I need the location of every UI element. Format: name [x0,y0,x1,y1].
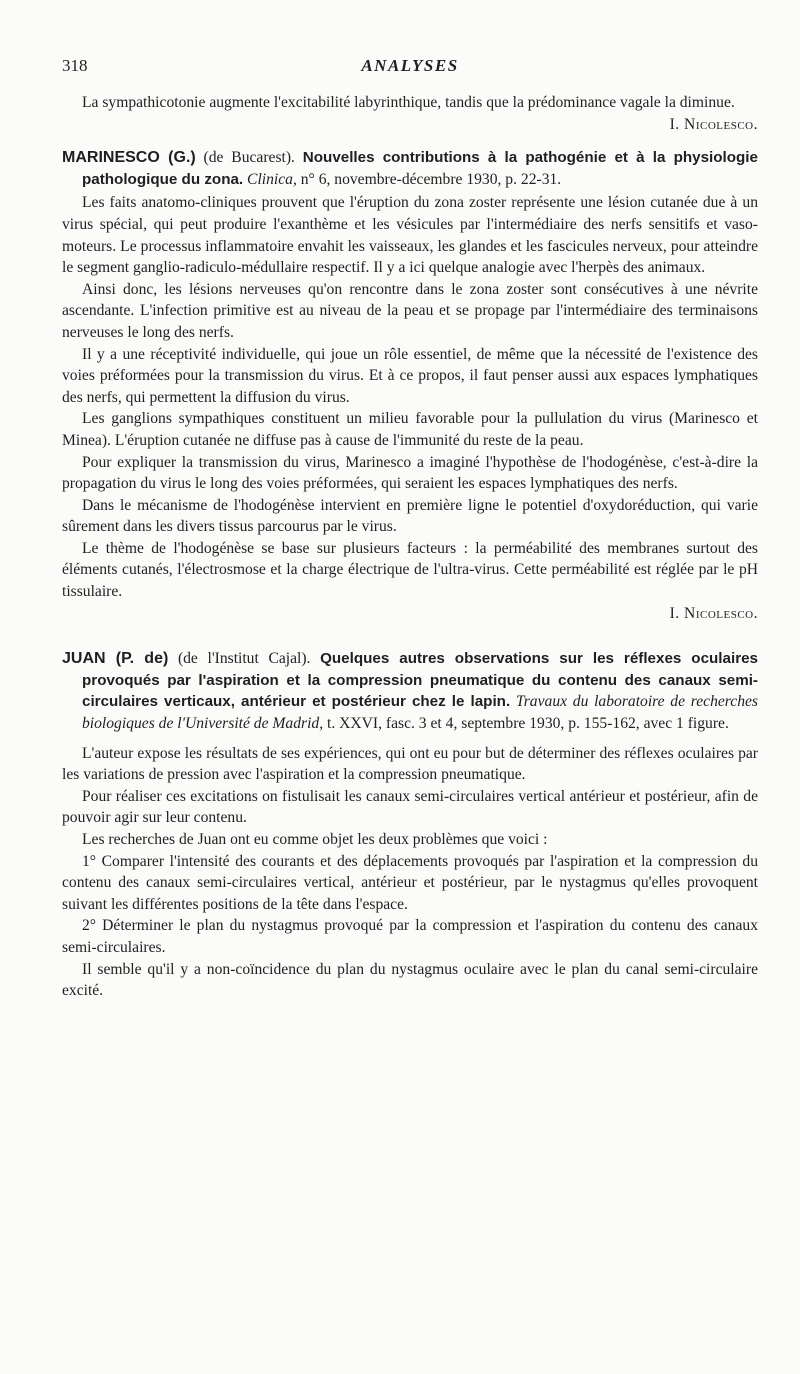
paragraph: L'auteur expose les résultats de ses expériences, qui ont eu pour but de déterminer des réflexes oculaires par les variations de pression avec l'aspiration et la compression pneumatique. [62,744,758,784]
paragraph: Les faits anatomo-cliniques prouvent que l'éruption du zona zoster représente une lésion cutanée due à un virus spécial, qui peut produire l'exanthème et les vésicules par l'intermédiaire des nerfs sensitifs et vaso-moteurs. Le processus inflammatoire envahit les vaisseaux, les glandes et les fascicules nerveux, pour atteindre le segment ganglio-radiculo-médullaire respectif. Il y a ici quelque analogie avec l'herpès des animaux. [62,194,758,277]
page-number: 318 [62,56,88,75]
prev-entry-signature: I. Nicolesco. [669,115,758,133]
paragraph: Les ganglions sympathiques constituent un milieu favorable pour la pullulation du virus (Marinesco et Minea). L'éruption cutanée ne diffuse pas à cause de l'immunité du reste de la peau. [62,410,758,449]
paragraph: Dans le mécanisme de l'hodogénèse intervient en première ligne le potentiel d'oxydoréduction, qui varie sûrement dans les divers tissus parcourus par le virus. [62,496,758,536]
entry-body-marinesco [62,192,758,624]
paragraph: Il semble qu'il y a non-coïncidence du plan du nystagmus oculaire avec le plan du canal semi-circulaire excité. [62,960,758,1000]
entry-reference: n° 6, novembre-décembre 1930, p. 22-31. [296,170,562,188]
entry-reference: t. XXVI, fasc. 3 et 4, septembre 1930, p. 155-162, avec 1 figure. [323,715,729,733]
page-body [62,92,758,1002]
entry-journal: Clinica, [247,170,297,188]
entry-author: MARINESCO (G.) [62,149,196,167]
paragraph: 1° Comparer l'intensité des courants et des déplacements provoqués par l'aspiration et la compression du contenu des canaux semi-circulaires vertical, antérieur et postérieur, par le nystagmus qu'elles provoquent suivant les différentes positions de la tête dans l'espace. [62,852,758,913]
entry-signature: I. Nicolesco. [669,604,758,622]
page-header [62,56,758,80]
entry-author: JUAN (P. de) [62,650,169,668]
entry-heading-marinesco [62,147,758,190]
entry-affiliation: (de Bucarest). [195,149,303,167]
entry-heading-juan [62,648,758,734]
entry-affiliation: (de l'Institut Cajal). [168,650,321,668]
entry-title: Nouvelles contributions à la pathogénie et à la physiologie pathologique du zona. [82,149,758,188]
paragraph: 2° Déterminer le plan du nystagmus provoqué par la compression et l'aspiration du contenu des canaux semi-circulaires. [62,917,758,956]
paragraph: Ainsi donc, les lésions nerveuses qu'on rencontre dans le zona zoster sont consécutives à une névrite ascendante. L'infection primitive est au niveau de la peau et se propage par l'intermédiaire des terminaisons nerveuses le long des nerfs. [62,280,758,341]
entry-title: Quelques autres observations sur les réflexes oculaires provoqués par l'aspiration et la compression pneumatique du contenu des canaux semi-circulaires verticaux, antérieur et postérieur chez le lapin. [82,650,758,711]
prev-entry-tail [62,92,758,135]
entry-body-juan [62,743,758,1002]
paragraph: Il y a une réceptivité individuelle, qui joue un rôle essentiel, de même que la nécessité de l'existence des voies préformées pour la transmission du virus. Et à ce propos, il faut penser aussi aux espaces lymphatiques des nerfs, qui permettent la diffusion du virus. [62,345,758,406]
running-head: ANALYSES [361,56,459,75]
prev-entry-text: La sympathicotonie augmente l'excitabilité labyrinthique, tandis que la prédominance vagale la diminue. [82,94,735,111]
entry-journal: Travaux du laboratoire de recherches biologiques de l'Université de Madrid, [82,693,758,733]
paragraph: Les recherches de Juan ont eu comme objet les deux problèmes que voici : [82,831,548,848]
paragraph: Pour expliquer la transmission du virus, Marinesco a imaginé l'hypothèse de l'hodogénèse, c'est-à-dire la propagation du virus le long des voies préformées, qui seraient les espaces lymphatiques des nerfs. [62,453,758,493]
paragraph: Le thème de l'hodogénèse se base sur plusieurs facteurs : la perméabilité des membranes surtout des éléments cutanés, l'électrosmose et la charge électrique de l'ultra-virus. Cette perméabilité est réglée par le pH tissulaire. [62,539,758,601]
paragraph: Pour réaliser ces excitations on fistulisait les canaux semi-circulaires vertical antérieur et postérieur, afin de pouvoir agir sur leur contenu. [62,787,758,827]
